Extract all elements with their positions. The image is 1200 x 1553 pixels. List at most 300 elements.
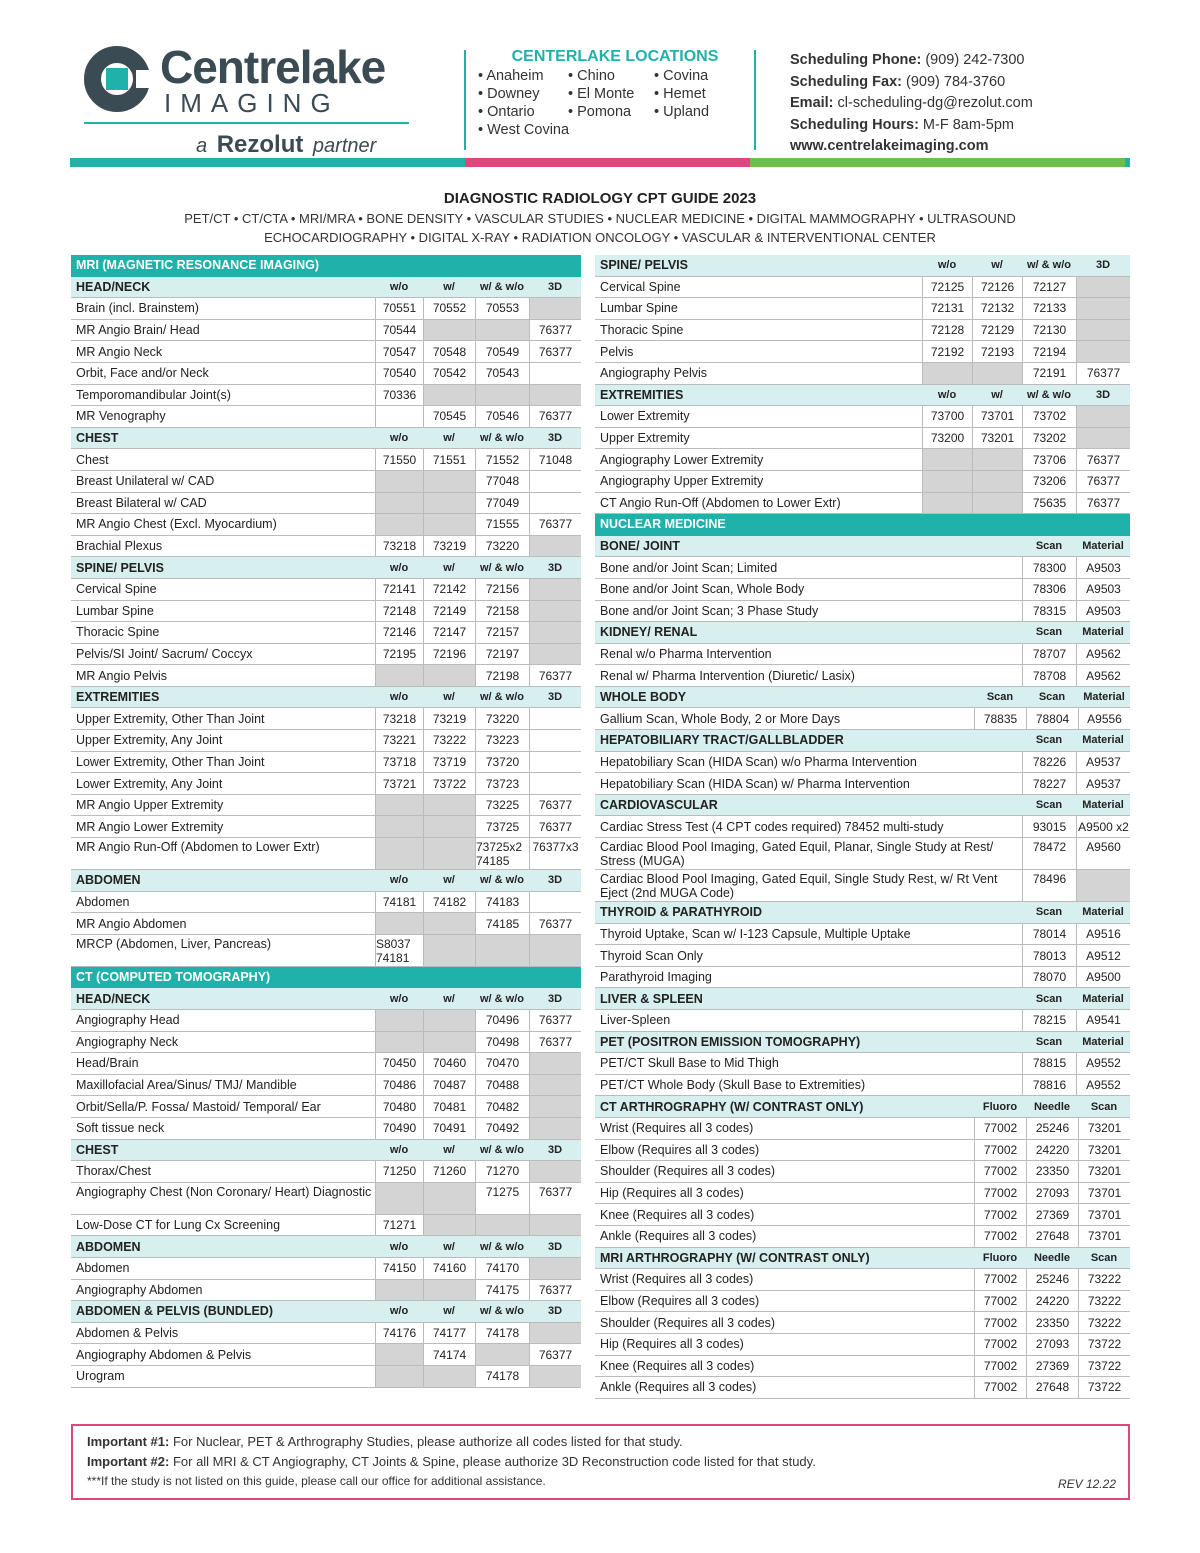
table-row [71, 1075, 581, 1097]
code-cell: 70491 [423, 1118, 475, 1139]
empty-code-cell [423, 1183, 475, 1214]
code-cell: 76377 [529, 514, 581, 535]
table-row [71, 913, 581, 935]
code-cell: 72147 [423, 622, 475, 643]
empty-code-cell [529, 385, 581, 406]
empty-code-cell [1076, 870, 1130, 901]
study-name: MR Venography [76, 409, 166, 424]
subsection-header [595, 988, 1130, 1010]
revision-label: REV 12.22 [1057, 1477, 1116, 1491]
services-line-2: ECHOCARDIOGRAPHY • DIGITAL X-RAY • RADIATION ONCOLOGY • VASCULAR & INTERVENTIONAL CENTER [264, 230, 936, 245]
code-cell: 73218 [375, 708, 423, 729]
empty-code-cell [529, 1053, 581, 1074]
table-row [595, 752, 1130, 774]
study-name: Elbow (Requires all 3 codes) [600, 1294, 760, 1309]
code-cell: 77048 [475, 471, 529, 492]
code-cell: 73701 [1078, 1183, 1130, 1204]
table-row [71, 1010, 581, 1032]
code-cell: 74181 [375, 892, 423, 913]
code-cell: 72197 [475, 644, 529, 665]
header-divider [754, 50, 756, 150]
study-name: Hip (Requires all 3 codes) [600, 1337, 744, 1352]
study-name: Thoracic Spine [76, 625, 160, 640]
code-cell: 3D [547, 874, 563, 887]
table-row [71, 449, 581, 471]
color-bar-segment [1125, 158, 1130, 167]
empty-code-cell [375, 795, 423, 816]
code-cell: Scan [1038, 691, 1066, 704]
study-name: MR Angio Chest (Excl. Myocardium) [76, 517, 277, 532]
code-cell: w/o [937, 388, 957, 401]
code-cell: 73220 [475, 708, 529, 729]
empty-code-cell [1076, 320, 1130, 341]
study-name: Thoracic Spine [600, 323, 684, 338]
table-row [71, 1280, 581, 1302]
table-row [595, 816, 1130, 838]
code-cell: w/ & w/o [480, 561, 524, 574]
code-cell: A9562 [1076, 665, 1130, 686]
table-row [595, 708, 1130, 730]
table-row [595, 1161, 1130, 1183]
contact-label: Email: [790, 95, 834, 111]
empty-code-cell [529, 1215, 581, 1236]
code-cell: 73706 [1022, 449, 1076, 470]
study-name: CT Angio Run-Off (Abdomen to Lower Extr) [600, 495, 841, 510]
empty-code-cell [375, 1280, 423, 1301]
code-cell: Scan [1035, 540, 1063, 553]
code-cell: 74182 [423, 892, 475, 913]
section-title: EXTREMITIES [600, 387, 684, 402]
code-cell: 70547 [375, 341, 423, 362]
code-cell: 77002 [974, 1226, 1026, 1247]
code-cell: w/ & w/o [1027, 259, 1071, 272]
code-cell: 76377 [1076, 471, 1130, 492]
table-row [595, 1356, 1130, 1378]
study-name: Chest [76, 452, 109, 467]
empty-code-cell [529, 1366, 581, 1387]
code-cell: 78315 [1022, 601, 1076, 622]
code-cell: 70544 [375, 320, 423, 341]
code-cell: w/o [389, 1240, 409, 1253]
code-cell [529, 730, 581, 751]
code-cell: 74174 [423, 1344, 475, 1365]
location-item: • Anaheim [478, 68, 568, 84]
code-cell: 73702 [1022, 406, 1076, 427]
code-cell: 72193 [972, 341, 1022, 362]
code-cell: Scan [1035, 906, 1063, 919]
empty-code-cell [423, 795, 475, 816]
code-cell: 77002 [974, 1204, 1026, 1225]
empty-code-cell [922, 493, 972, 514]
code-cell: 72191 [1022, 363, 1076, 384]
table-row [71, 514, 581, 536]
code-cell: 74178 [475, 1323, 529, 1344]
subsection-header [595, 687, 1130, 709]
code-cell: 78215 [1022, 1010, 1076, 1031]
table-row [595, 945, 1130, 967]
section-title: THYROID & PARATHYROID [600, 905, 763, 920]
code-cell: 78804 [1026, 708, 1078, 729]
code-cell: 25246 [1026, 1269, 1078, 1290]
code-cell: 72132 [972, 298, 1022, 319]
contact-line [790, 93, 1033, 115]
study-name: MRCP (Abdomen, Liver, Pancreas) [76, 936, 271, 951]
code-cell: 70545 [423, 406, 475, 427]
section-title: HEAD/NECK [76, 279, 151, 294]
study-name: Liver-Spleen [600, 1013, 671, 1028]
section-title: KIDNEY/ RENAL [600, 625, 698, 640]
code-cell: 78306 [1022, 579, 1076, 600]
code-cell: 76377 [529, 913, 581, 934]
code-cell: w/o [389, 280, 409, 293]
empty-code-cell [475, 1215, 529, 1236]
empty-code-cell [423, 320, 475, 341]
code-cell: 76377 [1076, 363, 1130, 384]
code-cell: 74178 [475, 1366, 529, 1387]
code-cell: 70460 [423, 1053, 475, 1074]
empty-code-cell [375, 514, 423, 535]
code-cell: 71550 [375, 449, 423, 470]
code-cell: 76377 [529, 795, 581, 816]
study-name: Cardiac Blood Pool Imaging, Gated Equil, Planar, Single Study at Rest/ Stress (MUGA) [600, 840, 994, 869]
code-cell: 70553 [475, 298, 529, 319]
code-cell: 77002 [974, 1291, 1026, 1312]
code-cell: 73222 [1078, 1291, 1130, 1312]
code-cell: 72196 [423, 644, 475, 665]
code-cell: Scan [986, 691, 1014, 704]
code-cell: 74150 [375, 1258, 423, 1279]
location-item: • Downey [478, 86, 568, 102]
code-cell: 70482 [475, 1096, 529, 1117]
code-cell: 73722 [1078, 1356, 1130, 1377]
table-row [71, 579, 581, 601]
empty-code-cell [423, 1010, 475, 1031]
code-cell [529, 708, 581, 729]
contact-label: Scheduling Phone: [790, 52, 922, 68]
section-title: WHOLE BODY [600, 690, 687, 705]
empty-code-cell [423, 493, 475, 514]
code-cell: 27093 [1026, 1183, 1078, 1204]
code-cell: Scan [1035, 1035, 1063, 1048]
code-cell: w/ [443, 280, 455, 293]
location-item: • Upland [654, 104, 740, 120]
study-name: Low-Dose CT for Lung Cx Screening [76, 1218, 281, 1233]
code-cell: w/ [443, 1240, 455, 1253]
study-name: Angiography Abdomen & Pelvis [76, 1347, 252, 1362]
empty-code-cell [922, 363, 972, 384]
code-cell: 77002 [974, 1161, 1026, 1182]
code-cell: 78013 [1022, 945, 1076, 966]
table-row [71, 298, 581, 320]
empty-code-cell [375, 1366, 423, 1387]
section-title: ABDOMEN & PELVIS (BUNDLED) [76, 1304, 273, 1319]
table-row [71, 536, 581, 558]
table-row [71, 1161, 581, 1183]
table-row [71, 1032, 581, 1054]
code-cell: 76377x3 [529, 838, 581, 869]
table-row [71, 363, 581, 385]
code-cell: 77002 [974, 1183, 1026, 1204]
table-row [71, 644, 581, 666]
study-name: Gallium Scan, Whole Body, 2 or More Days [600, 711, 841, 726]
table-row [595, 298, 1130, 320]
code-cell: 74177 [423, 1323, 475, 1344]
code-cell: 76377 [529, 1032, 581, 1053]
empty-code-cell [922, 471, 972, 492]
study-name: Upper Extremity, Other Than Joint [76, 711, 265, 726]
table-row [595, 428, 1130, 450]
study-name: Shoulder (Requires all 3 codes) [600, 1315, 776, 1330]
code-cell: 76377 [529, 665, 581, 686]
services-line-1: PET/CT • CT/CTA • MRI/MRA • BONE DENSITY • VASCULAR STUDIES • NUCLEAR MEDICINE • DIGITAL MAMMOGRAPHY • ULTRASOUND [184, 211, 1016, 226]
table-row [71, 493, 581, 515]
code-cell: 75635 [1022, 493, 1076, 514]
table-row [71, 601, 581, 623]
code-cell: 27648 [1026, 1377, 1078, 1398]
code-cell: 76377 [529, 1344, 581, 1365]
subsection-header [71, 277, 581, 299]
table-row [595, 1118, 1130, 1140]
code-cell: w/ & w/o [480, 1305, 524, 1318]
empty-code-cell [423, 816, 475, 837]
code-cell: 70498 [475, 1032, 529, 1053]
section-title: CARDIOVASCULAR [600, 798, 718, 813]
code-cell: A9503 [1076, 601, 1130, 622]
table-row [71, 892, 581, 914]
code-cell: Material [1082, 992, 1124, 1005]
table-row [595, 406, 1130, 428]
study-name: PET/CT Whole Body (Skull Base to Extremities) [600, 1078, 866, 1093]
code-cell: 70336 [375, 385, 423, 406]
table-row [71, 1323, 581, 1345]
study-name: Breast Unilateral w/ CAD [76, 474, 215, 489]
code-cell: 24220 [1026, 1291, 1078, 1312]
table-row [71, 385, 581, 407]
code-cell: 70470 [475, 1053, 529, 1074]
study-name: Orbit/Sella/P. Fossa/ Mastoid/ Temporal/ Ear [76, 1099, 321, 1114]
section-title: EXTREMITIES [76, 690, 160, 705]
code-cell: Material [1083, 691, 1125, 704]
empty-code-cell [972, 493, 1022, 514]
header-divider [464, 50, 466, 150]
code-cell: A9512 [1076, 945, 1130, 966]
contact-line [790, 50, 1033, 72]
code-cell: 77002 [974, 1312, 1026, 1333]
table-row [595, 1226, 1130, 1248]
empty-code-cell [972, 449, 1022, 470]
empty-code-cell [529, 1075, 581, 1096]
code-cell: 73221 [375, 730, 423, 751]
empty-code-cell [529, 622, 581, 643]
code-cell: 77002 [974, 1377, 1026, 1398]
study-name: Elbow (Requires all 3 codes) [600, 1142, 760, 1157]
study-name: Ankle (Requires all 3 codes) [600, 1380, 757, 1395]
important-note-2 [87, 1454, 1114, 1469]
code-cell: 73206 [1022, 471, 1076, 492]
study-name: Wrist (Requires all 3 codes) [600, 1121, 754, 1136]
code-cell: 27648 [1026, 1226, 1078, 1247]
code-cell: 27369 [1026, 1204, 1078, 1225]
code-cell: 73719 [423, 752, 475, 773]
study-name: MR Angio Brain/ Head [76, 323, 200, 338]
table-row [71, 1096, 581, 1118]
code-cell: 70481 [423, 1096, 475, 1117]
code-cell: Fluoro [982, 1251, 1018, 1264]
code-cell: w/ [443, 561, 455, 574]
code-cell: A9500 x2 [1076, 816, 1130, 837]
table-row [595, 471, 1130, 493]
code-cell: 72142 [423, 579, 475, 600]
code-cell: 76377 [1076, 449, 1130, 470]
code-cell: 78835 [974, 708, 1026, 729]
code-cell: w/ [991, 388, 1003, 401]
code-cell: 70496 [475, 1010, 529, 1031]
study-name: Angiography Upper Extremity [600, 474, 764, 489]
table-row [595, 773, 1130, 795]
section-header [71, 255, 581, 277]
study-name: Angiography Chest (Non Coronary/ Heart) Diagnostic [76, 1184, 372, 1199]
empty-code-cell [375, 493, 423, 514]
code-cell: 73222 [1078, 1312, 1130, 1333]
code-cell: A9537 [1076, 752, 1130, 773]
section-header [71, 967, 581, 989]
code-cell: 76377 [529, 816, 581, 837]
subsection-header [595, 255, 1130, 277]
section-title: CHEST [76, 431, 119, 446]
study-name: Hip (Requires all 3 codes) [600, 1186, 744, 1201]
locations-block [478, 48, 746, 138]
study-name: Ankle (Requires all 3 codes) [600, 1229, 757, 1244]
table-row [71, 622, 581, 644]
empty-code-cell [423, 913, 475, 934]
subsection-header [595, 1032, 1130, 1054]
subsection-header [71, 428, 581, 450]
code-cell: 78070 [1022, 967, 1076, 988]
empty-code-cell [375, 665, 423, 686]
table-row [71, 665, 581, 687]
code-cell: 24220 [1026, 1140, 1078, 1161]
website-link[interactable]: www.centrelakeimaging.com [790, 138, 989, 154]
code-cell: Fluoro [982, 1100, 1018, 1113]
code-cell: w/ & w/o [480, 874, 524, 887]
code-cell: 70549 [475, 341, 529, 362]
code-cell: 70488 [475, 1075, 529, 1096]
code-cell: 74185 [475, 913, 529, 934]
code-cell: Scan [1035, 734, 1063, 747]
study-name: Lumbar Spine [600, 301, 678, 316]
study-name: Breast Bilateral w/ CAD [76, 495, 207, 510]
table-row [595, 1075, 1130, 1097]
code-cell: 73721 [375, 773, 423, 794]
table-row [71, 1215, 581, 1237]
empty-code-cell [423, 1215, 475, 1236]
table-row [595, 1269, 1130, 1291]
code-cell: 73222 [1078, 1269, 1130, 1290]
code-cell: 71555 [475, 514, 529, 535]
assistance-note: ***If the study is not listed on this guide, please call our office for additional assistance. [87, 1474, 546, 1488]
section-title: SPINE/ PELVIS [76, 560, 164, 575]
study-name: Hepatobiliary Scan (HIDA Scan) w/o Pharma Intervention [600, 754, 917, 769]
empty-code-cell [972, 471, 1022, 492]
subsection-header [595, 730, 1130, 752]
study-name: Pelvis/SI Joint/ Sacrum/ Coccyx [76, 646, 253, 661]
note-1-label: Important #1: [87, 1434, 170, 1449]
section-title: HEAD/NECK [76, 991, 151, 1006]
code-cell: 73225 [475, 795, 529, 816]
code-cell: 73200 [922, 428, 972, 449]
code-cell: 74183 [475, 892, 529, 913]
study-name: Angiography Head [76, 1013, 180, 1028]
table-row [595, 1010, 1130, 1032]
code-cell [529, 892, 581, 913]
empty-code-cell [475, 935, 529, 966]
logo-notch [136, 70, 152, 88]
study-name: Head/Brain [76, 1056, 139, 1071]
code-cell: A9500 [1076, 967, 1130, 988]
code-cell: 3D [547, 561, 563, 574]
empty-code-cell [529, 1161, 581, 1182]
logo-rule [84, 122, 409, 124]
note-2-text: For all MRI & CT Angiography, CT Joints & Spine, please authorize 3D Reconstruction code listed for that study. [169, 1454, 816, 1469]
code-cell: 3D [1095, 259, 1111, 272]
study-name: Abdomen [76, 1261, 130, 1276]
code-cell: 71250 [375, 1161, 423, 1182]
code-cell: 73222 [423, 730, 475, 751]
subsection-header [71, 870, 581, 892]
code-cell: S8037 74181 [375, 935, 423, 966]
code-cell: 77002 [974, 1356, 1026, 1377]
code-cell: 76377 [529, 1010, 581, 1031]
code-cell: w/o [389, 1305, 409, 1318]
table-row [595, 1291, 1130, 1313]
study-name: Soft tissue neck [76, 1121, 165, 1136]
study-name: Maxillofacial Area/Sinus/ TMJ/ Mandible [76, 1078, 297, 1093]
subsection-header [595, 902, 1130, 924]
code-cell: 77002 [974, 1334, 1026, 1355]
empty-code-cell [423, 838, 475, 869]
code-cell: 27369 [1026, 1356, 1078, 1377]
code-cell: 70546 [475, 406, 529, 427]
code-cell: 93015 [1022, 816, 1076, 837]
table-row [71, 838, 581, 870]
code-cell: 73201 [1078, 1118, 1130, 1139]
table-row [595, 1334, 1130, 1356]
code-cell: 70543 [475, 363, 529, 384]
study-name: Renal w/ Pharma Intervention (Diuretic/ Lasix) [600, 668, 855, 683]
study-name: Knee (Requires all 3 codes) [600, 1207, 755, 1222]
empty-code-cell [1076, 406, 1130, 427]
code-cell: 74170 [475, 1258, 529, 1279]
code-cell: A9503 [1076, 579, 1130, 600]
code-cell: w/ & w/o [480, 280, 524, 293]
code-cell: 72195 [375, 644, 423, 665]
code-cell: 73701 [1078, 1226, 1130, 1247]
note-1-text: For Nuclear, PET & Arthrography Studies, please authorize all codes listed for that study. [169, 1434, 683, 1449]
code-cell: 70450 [375, 1053, 423, 1074]
code-cell: 73201 [1078, 1161, 1130, 1182]
section-title: PET (POSITRON EMISSION TOMOGRAPHY) [600, 1034, 861, 1049]
code-cell: w/ [991, 259, 1003, 272]
code-cell: w/ & w/o [480, 691, 524, 704]
empty-code-cell [423, 514, 475, 535]
code-cell: 73722 [423, 773, 475, 794]
study-name: Thyroid Uptake, Scan w/ I-123 Capsule, Multiple Uptake [600, 926, 911, 941]
code-cell: 72158 [475, 601, 529, 622]
code-cell: w/ [443, 432, 455, 445]
code-cell: 73725x2 74185 [475, 838, 529, 869]
table-row [71, 1118, 581, 1140]
footnote-box [71, 1424, 1130, 1500]
